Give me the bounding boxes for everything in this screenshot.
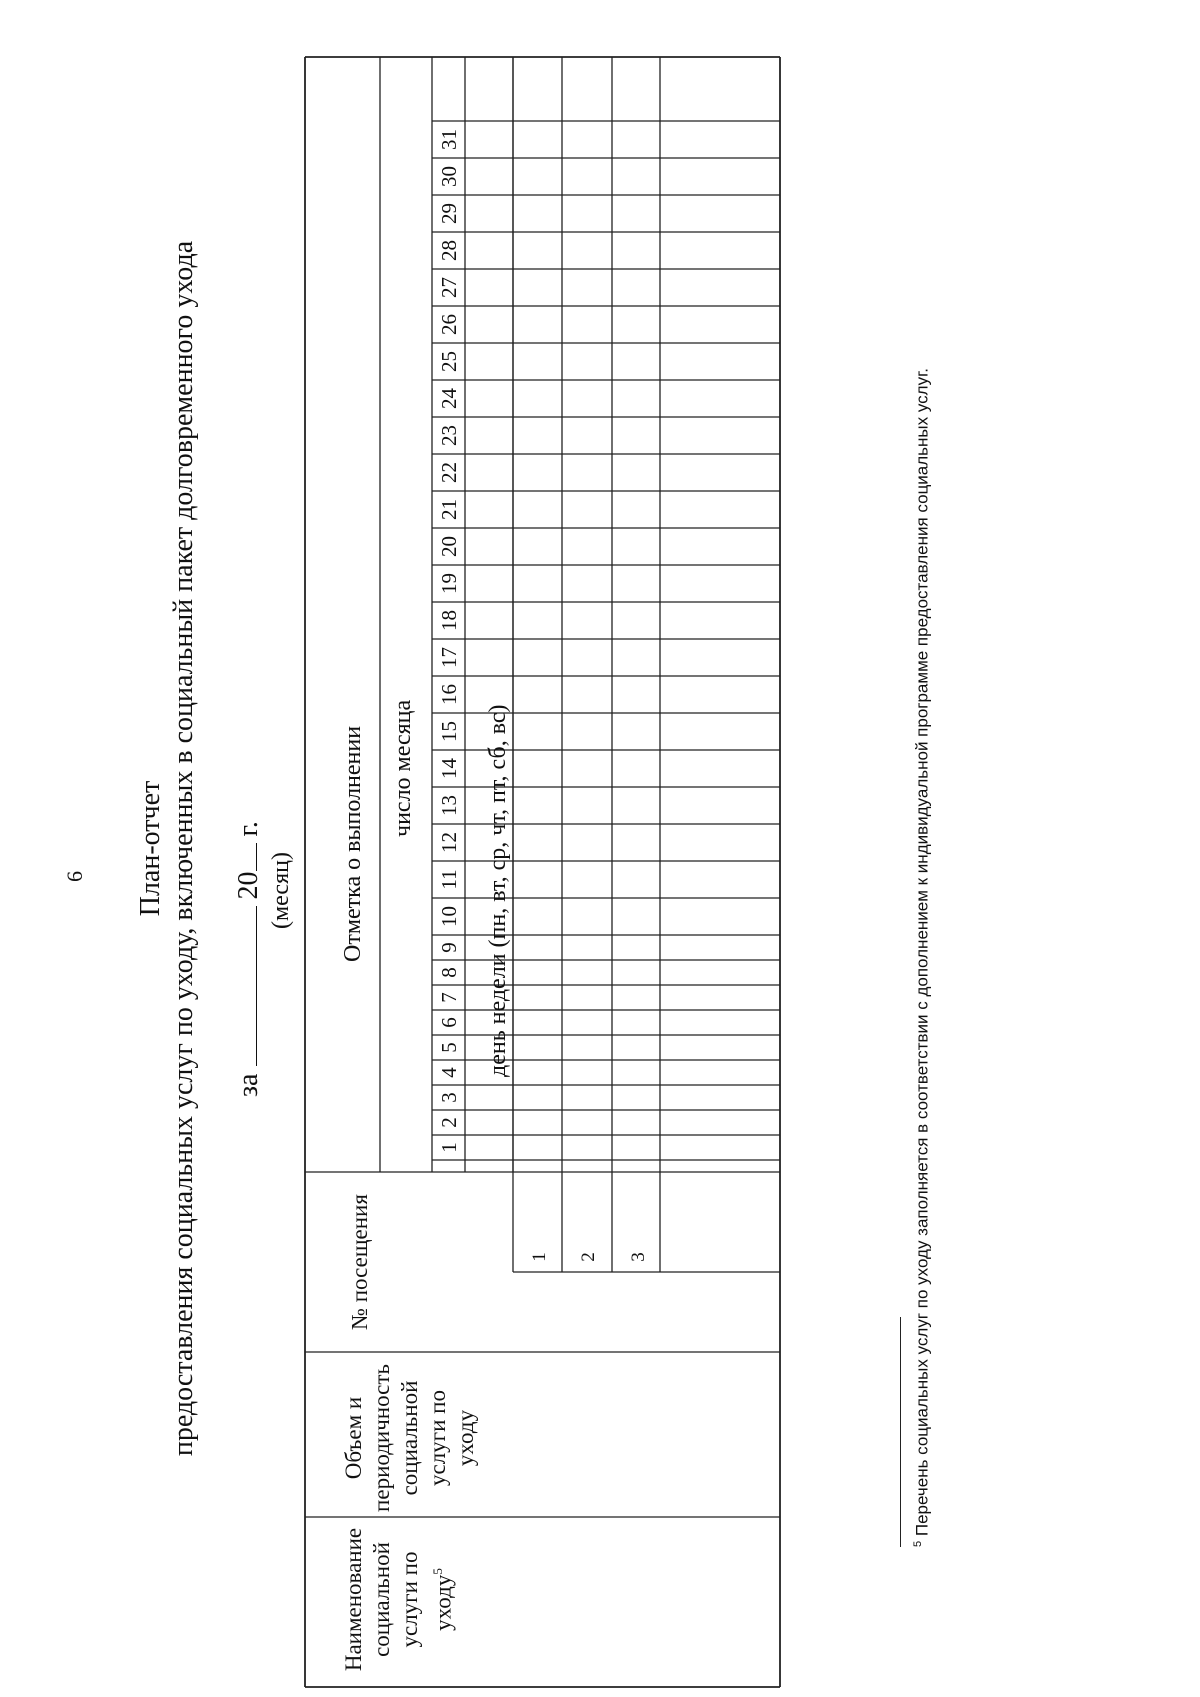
day-number: 12 — [437, 832, 461, 853]
visit-row-number: 1 — [529, 1252, 550, 1262]
day-number: 25 — [437, 351, 461, 372]
header-volume: Объем и периодичность социальной услуги по уходу — [341, 1364, 478, 1512]
footnote — [912, 368, 933, 1547]
day-number: 30 — [437, 166, 461, 187]
day-number: 4 — [437, 1067, 461, 1078]
day-number: 18 — [437, 610, 461, 631]
day-number: 6 — [437, 1017, 461, 1028]
footnote-text: Перечень социальных услуг по уходу заполняется в соответствии с дополнением к индивидуальной программе предоставления социальных услуг. — [912, 368, 932, 1537]
day-number: 11 — [437, 869, 461, 890]
day-number: 3 — [437, 1092, 461, 1103]
visit-row-number: 3 — [628, 1252, 649, 1262]
day-number: 13 — [437, 795, 461, 816]
header-day-of-month: число месяца — [390, 699, 416, 837]
day-number: 21 — [437, 499, 461, 520]
header-service-name-text: Наименование социальной услуги по уходу — [341, 1527, 456, 1672]
day-number: 10 — [437, 906, 461, 927]
document-title: План-отчет — [135, 780, 166, 917]
footnote-marker: 5 — [912, 1540, 924, 1547]
day-number: 1 — [437, 1142, 461, 1153]
day-number: 23 — [437, 425, 461, 446]
month-caption: (месяц) — [268, 852, 294, 929]
header-visit-number: № посещения — [347, 1194, 372, 1330]
day-number: 27 — [437, 277, 461, 298]
day-number: 31 — [437, 129, 461, 150]
day-number: 20 — [437, 536, 461, 557]
day-number: 8 — [437, 967, 461, 978]
period-za-label: за — [233, 1073, 264, 1097]
header-service-name — [340, 1527, 458, 1672]
day-number: 2 — [437, 1117, 461, 1128]
page-number: 6 — [62, 871, 87, 882]
footnote-ref: 5 — [430, 1568, 445, 1575]
day-number: 14 — [437, 758, 461, 779]
year-prefix: 20 — [233, 871, 264, 900]
footnote-separator — [900, 1317, 901, 1547]
day-number: 5 — [437, 1042, 461, 1053]
header-weekday: день недели (пн, вт, ср, чт, пт, сб, вс) — [485, 704, 511, 1077]
day-number: 9 — [437, 942, 461, 953]
year-suffix: г. — [233, 821, 264, 837]
day-number: 19 — [437, 573, 461, 594]
visit-row-number: 2 — [578, 1252, 599, 1262]
day-number: 24 — [437, 388, 461, 409]
day-number: 17 — [437, 647, 461, 668]
header-completion-mark: Отметка о выполнении — [340, 725, 366, 962]
day-number: 26 — [437, 314, 461, 335]
day-number: 16 — [437, 684, 461, 705]
day-number: 29 — [437, 203, 461, 224]
day-number: 7 — [437, 992, 461, 1003]
day-number: 28 — [437, 240, 461, 261]
day-number: 15 — [437, 721, 461, 742]
document-subtitle: предоставления социальных услуг по уходу, включенных в социальный пакет долговременного ухода — [168, 240, 199, 1457]
day-number: 22 — [437, 462, 461, 483]
